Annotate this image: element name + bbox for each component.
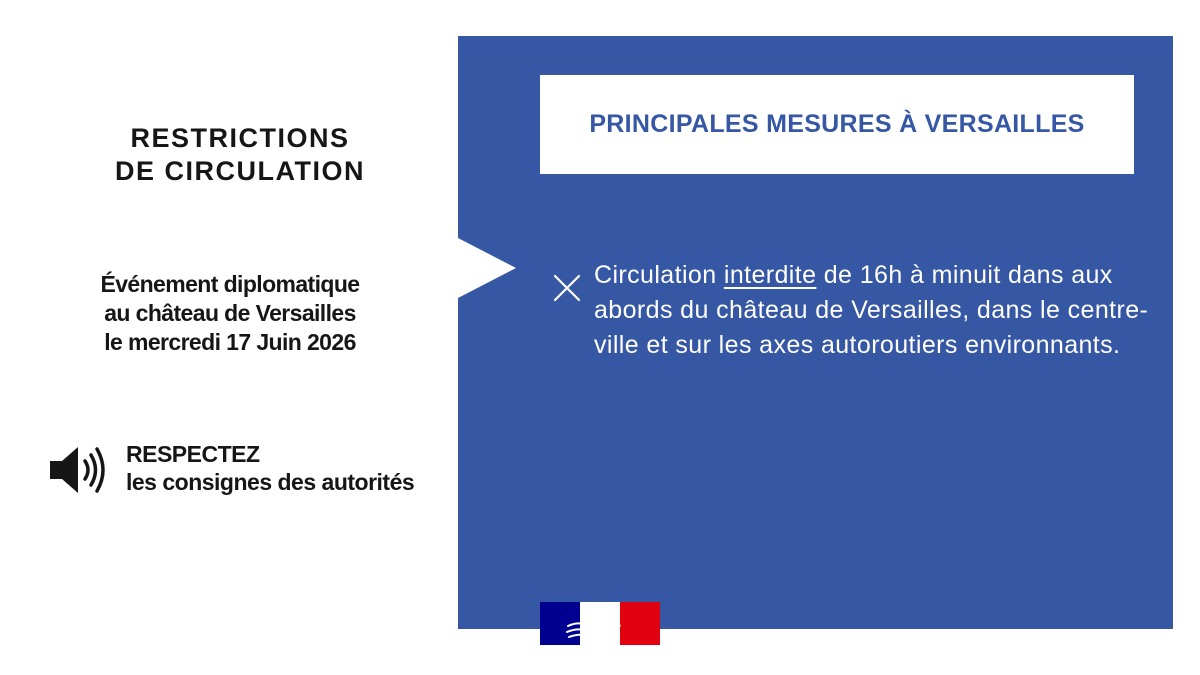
marianne-profile-icon xyxy=(540,602,660,645)
marianne-logo xyxy=(540,602,660,645)
respect-instructions xyxy=(126,440,414,496)
respect-subtitle: les consignes des autorités xyxy=(126,469,415,495)
event-line-2: au château de Versailles xyxy=(104,300,356,326)
respect-title: RESPECTEZ xyxy=(126,441,260,467)
event-description xyxy=(60,270,400,357)
close-icon xyxy=(552,273,582,303)
panel-header-text: PRINCIPALES MESURES À VERSAILLES xyxy=(589,110,1085,138)
event-line-1: Événement diplomatique xyxy=(100,271,360,297)
title-line-1: RESTRICTIONS xyxy=(130,123,350,153)
restrictions-title xyxy=(110,122,370,188)
speaker-icon xyxy=(48,444,106,496)
title-line-2: DE CIRCULATION xyxy=(115,156,365,186)
measure-text-after: de 16h à minuit dans aux abords du château de Versailles, dans le centre-ville et sur les axes autoroutiers environnants. xyxy=(594,261,1149,359)
measure-text xyxy=(594,258,1154,363)
panel-pointer xyxy=(458,238,516,298)
panel-header xyxy=(540,75,1134,174)
measure-text-before: Circulation xyxy=(594,261,724,289)
event-line-3: le mercredi 17 Juin 2026 xyxy=(104,329,356,355)
measure-highlight: interdite xyxy=(723,261,817,289)
